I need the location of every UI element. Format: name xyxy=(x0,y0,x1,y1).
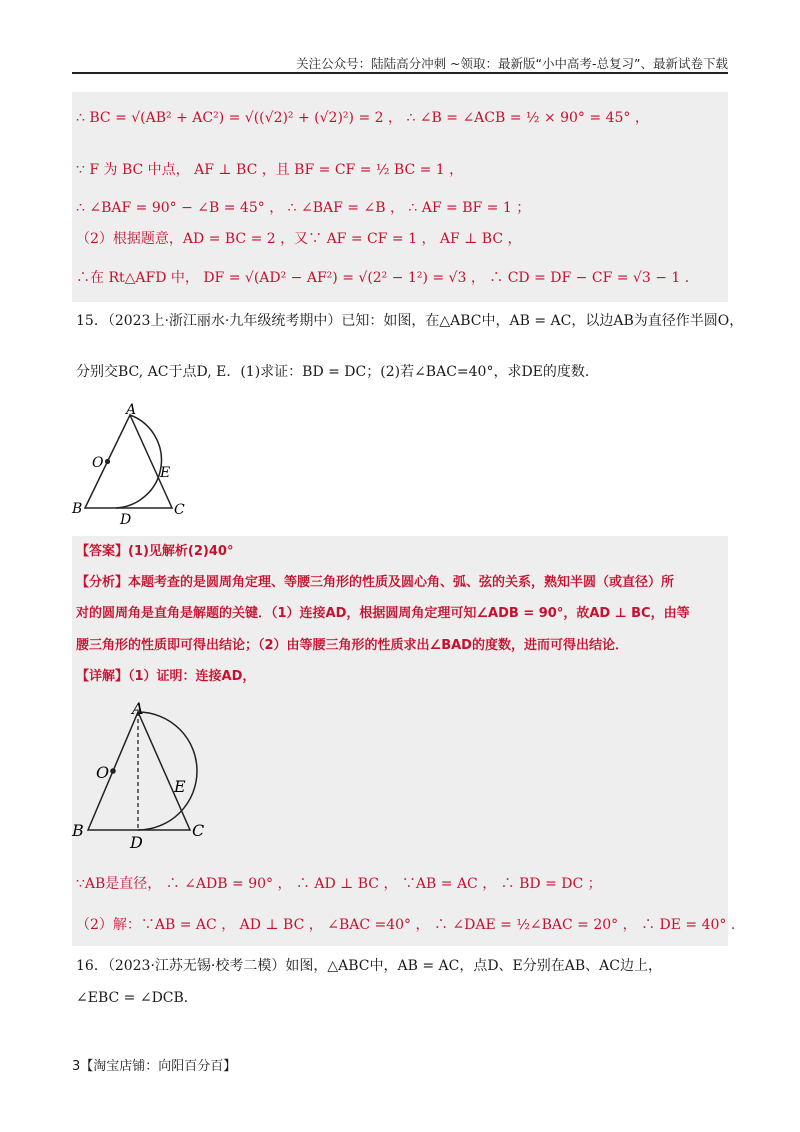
analysis-line-1: 【分析】本题考查的是圆周角定理、等腰三角形的性质及圆心角、弧、弦的关系，熟知半圆（或直径）所 xyxy=(76,575,675,590)
q16-line-2: ∠EBC = ∠DCB． xyxy=(76,990,198,1006)
q16-line-1: 16．（2023·江苏无锡·校考二模）如图，△ABC中，AB = AC，点D、E分别在AB、AC边上， xyxy=(76,958,662,974)
solution-line-3: ∴ ∠BAF = 90° − ∠B = 45° ， ∴ ∠BAF = ∠B ， ∴ AF = BF = 1 ； xyxy=(76,200,531,216)
proof-label-B: B xyxy=(72,821,84,840)
label-A: A xyxy=(126,402,137,418)
page-footer: 3【淘宝店铺：向阳百分百】 xyxy=(72,1059,237,1074)
solution-line-5: ∴在 Rt△AFD 中， DF = √(AD² − AF²) = √(2² − 1²) = √3 ， ∴ CD = DF − CF = √3 − 1 ． xyxy=(76,270,699,286)
q15-line-1: 15．（2023上·浙江丽水·九年级统考期中）已知：如图，在△ABC中，AB = AC，以边AB为直径作半圆O， xyxy=(76,313,744,329)
proof-line-2: （2）解：∵AB = AC ， AD ⊥ BC ， ∠BAC =40° ， ∴ ∠DAE = ½∠BAC = 20° ， ∴ DE = 40° ． xyxy=(76,917,745,933)
label-E: E xyxy=(160,465,171,481)
label-B: B xyxy=(72,501,83,517)
q15-figure xyxy=(70,400,200,530)
analysis-line-2: 对的圆周角是直角是解题的关键．（1）连接AD，根据圆周角定理可知∠ADB = 90°，故AD ⊥ BC，由等 xyxy=(76,606,690,621)
proof-label-C: C xyxy=(192,821,205,840)
answer-line: 【答案】(1)见解析(2)40° xyxy=(76,544,234,559)
proof-figure xyxy=(70,700,220,852)
solution-line-2: ∵ F 为 BC 中点， AF ⊥ BC ，且 BF = CF = ½ BC = 1 ， xyxy=(76,162,464,178)
proof-label-O: O xyxy=(96,763,110,782)
label-O: O xyxy=(92,455,104,471)
proof-label-E: E xyxy=(174,777,186,796)
proof-label-D: D xyxy=(130,833,143,852)
q15-line-2: 分别交BC, AC于点D, E．(1)求证：BD = DC；(2)若∠BAC=40°，求DE的度数． xyxy=(76,364,599,380)
solution-line-4: （2）根据题意，AD = BC = 2 ，又∵ AF = CF = 1 ， AF ⊥ BC ， xyxy=(76,231,522,247)
proof-line-1: ∵AB是直径， ∴ ∠ADB = 90° ， ∴ AD ⊥ BC ， ∵AB = AC ， ∴ BD = DC ； xyxy=(76,876,602,892)
label-D: D xyxy=(120,512,132,528)
label-C: C xyxy=(174,502,185,518)
header-rule xyxy=(72,72,728,74)
detail-line: 【详解】（1）证明：连接AD， xyxy=(76,669,256,684)
page-header: 关注公众号：陆陆高分冲刺 ~领取：最新版“小中高考-总复习”、最新试卷下载 xyxy=(296,56,728,71)
proof-label-A: A xyxy=(132,700,144,718)
analysis-line-3: 腰三角形的性质即可得出结论；（2）由等腰三角形的性质求出∠BAD的度数，进而可得出结论． xyxy=(76,638,628,653)
solution-line-1: ∴ BC = √(AB² + AC²) = √((√2)² + (√2)²) = 2 ， ∴ ∠B = ∠ACB = ½ × 90° = 45° ， xyxy=(76,110,649,126)
